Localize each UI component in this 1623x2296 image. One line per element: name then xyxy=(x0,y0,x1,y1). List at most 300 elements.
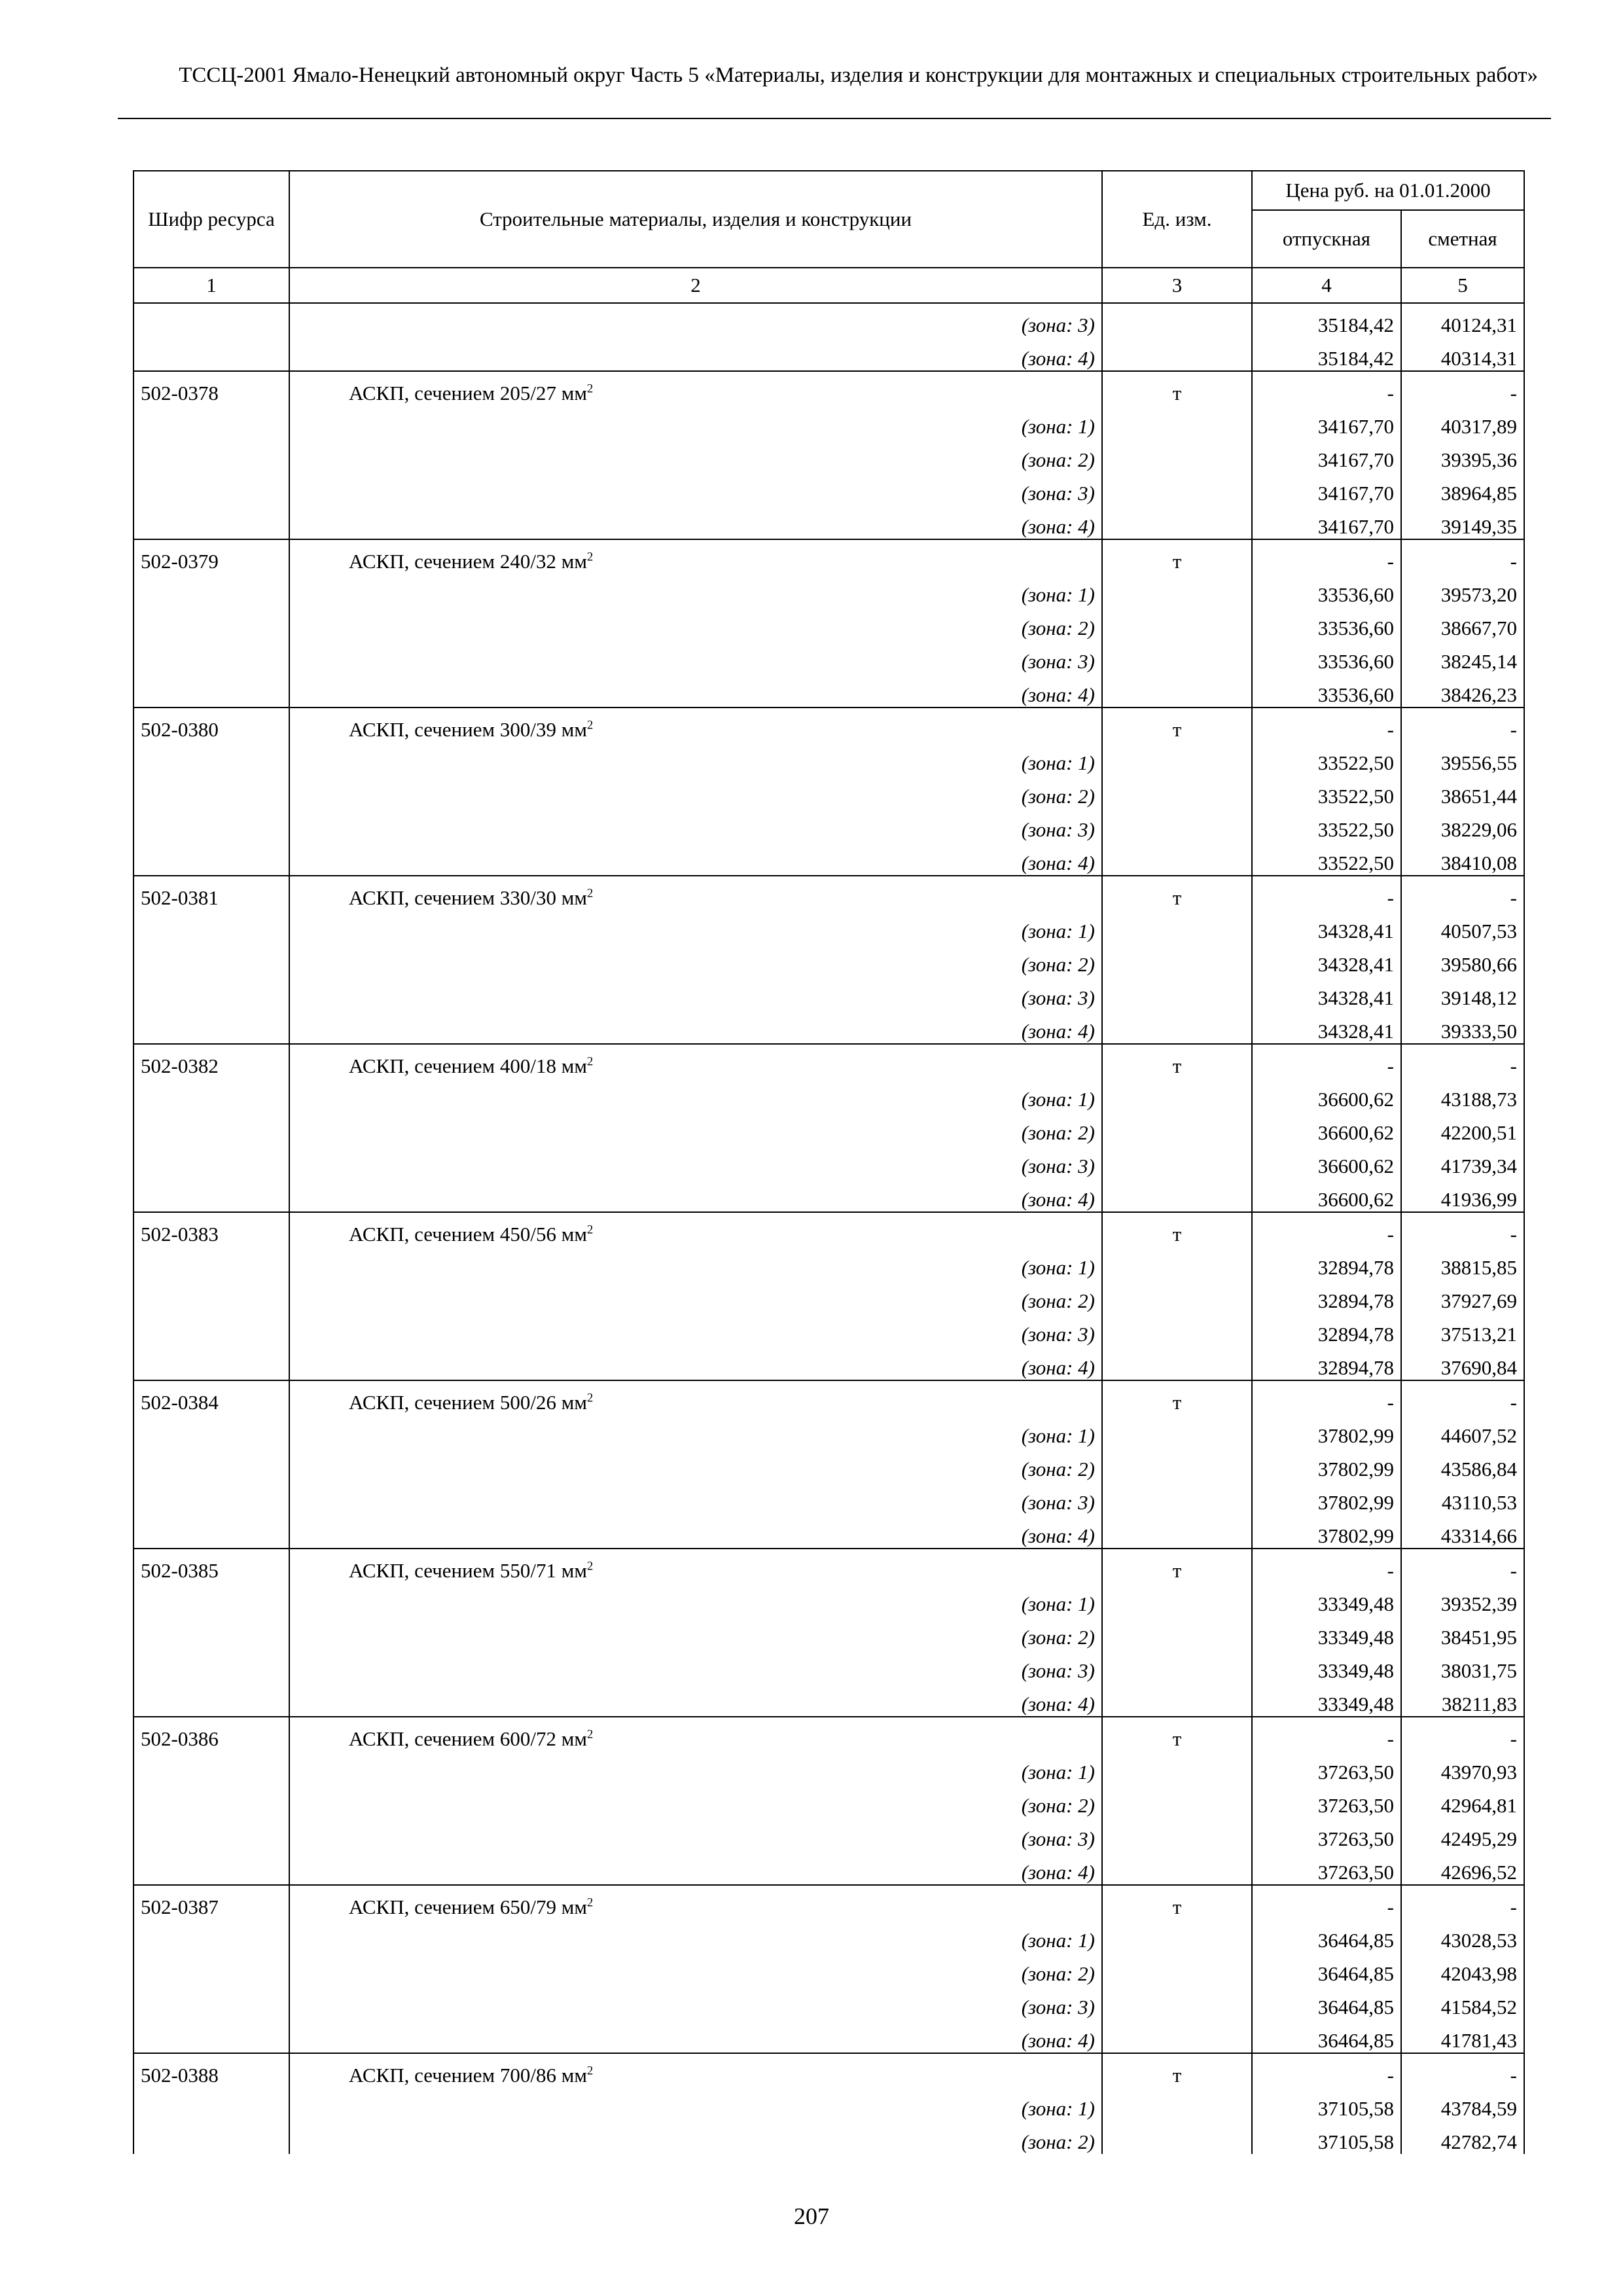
resource-code xyxy=(134,1683,289,1717)
resource-code xyxy=(134,943,289,977)
release-price: 37263,50 xyxy=(1252,1851,1401,1885)
resource-code xyxy=(134,2019,289,2053)
document-header: ТССЦ-2001 Ямало-Ненецкий автономный округ Часть 5 «Материалы, изделия и конструкции для монтажных и специальных строительных работ» xyxy=(179,63,1538,87)
table-row xyxy=(134,1784,1524,1818)
unit: т xyxy=(1102,539,1252,573)
zone-label: (зона: 4) xyxy=(289,1851,1102,1885)
resource-code xyxy=(134,977,289,1010)
release-price: 34328,41 xyxy=(1252,977,1401,1010)
resource-code xyxy=(134,337,289,371)
release-price: 34328,41 xyxy=(1252,910,1401,943)
estimate-price: 37927,69 xyxy=(1401,1280,1524,1313)
table-row xyxy=(134,1751,1524,1784)
estimate-price: 39148,12 xyxy=(1401,977,1524,1010)
estimate-price: - xyxy=(1401,1717,1524,1751)
release-price: 37802,99 xyxy=(1252,1481,1401,1515)
resource-code xyxy=(134,1313,289,1346)
table-row xyxy=(134,472,1524,505)
unit xyxy=(1102,1784,1252,1818)
header-release-price: отпускная xyxy=(1252,210,1401,268)
estimate-price: 42964,81 xyxy=(1401,1784,1524,1818)
table-row xyxy=(134,708,1524,742)
material-name: АСКП, сечением 600/72 мм xyxy=(349,1727,587,1750)
table-row xyxy=(134,1380,1524,1414)
estimate-price: - xyxy=(1401,1044,1524,1078)
unit-exponent: 2 xyxy=(586,1559,594,1573)
zone-label: (зона: 4) xyxy=(289,2019,1102,2053)
resource-code: 502-0382 xyxy=(134,1044,289,1078)
release-price: 33536,60 xyxy=(1252,573,1401,607)
release-price: 36464,85 xyxy=(1252,2019,1401,2053)
release-price: 37802,99 xyxy=(1252,1448,1401,1481)
estimate-price: 42495,29 xyxy=(1401,1818,1524,1851)
zone-label: (зона: 2) xyxy=(289,1111,1102,1145)
unit xyxy=(1102,1313,1252,1346)
table-row xyxy=(134,1010,1524,1044)
release-price: 33522,50 xyxy=(1252,842,1401,876)
release-price: 34167,70 xyxy=(1252,505,1401,539)
zone-label: (зона: 3) xyxy=(289,1145,1102,1178)
release-price: 35184,42 xyxy=(1252,337,1401,371)
resource-code xyxy=(134,910,289,943)
estimate-price: 40314,31 xyxy=(1401,337,1524,371)
unit xyxy=(1102,1818,1252,1851)
unit xyxy=(1102,640,1252,673)
unit-exponent: 2 xyxy=(586,2064,594,2078)
table-row xyxy=(134,2019,1524,2053)
material-name-cell xyxy=(289,1717,1102,1751)
zone-label: (зона: 1) xyxy=(289,573,1102,607)
release-price: 33536,60 xyxy=(1252,640,1401,673)
unit xyxy=(1102,505,1252,539)
material-name-cell xyxy=(289,708,1102,742)
resource-code: 502-0388 xyxy=(134,2053,289,2087)
zone-label: (зона: 1) xyxy=(289,405,1102,439)
resource-code xyxy=(134,505,289,539)
release-price: 37802,99 xyxy=(1252,1414,1401,1448)
table-row xyxy=(134,1178,1524,1212)
release-price: 33536,60 xyxy=(1252,607,1401,640)
release-price: - xyxy=(1252,2053,1401,2087)
estimate-price: 43970,93 xyxy=(1401,1751,1524,1784)
resource-code xyxy=(134,405,289,439)
table-row xyxy=(134,1649,1524,1683)
material-name-cell xyxy=(289,371,1102,405)
release-price: - xyxy=(1252,876,1401,910)
zone-label: (зона: 3) xyxy=(289,1986,1102,2019)
resource-code xyxy=(134,742,289,775)
resource-code xyxy=(134,1178,289,1212)
zone-label: (зона: 3) xyxy=(289,303,1102,337)
zone-label: (зона: 1) xyxy=(289,1751,1102,1784)
table-row xyxy=(134,1078,1524,1111)
header-unit: Ед. изм. xyxy=(1102,171,1252,268)
resource-code: 502-0378 xyxy=(134,371,289,405)
estimate-price: 38229,06 xyxy=(1401,808,1524,842)
header-name: Строительные материалы, изделия и конструкции xyxy=(289,171,1102,268)
material-name: АСКП, сечением 240/32 мм xyxy=(349,550,587,573)
release-price: 35184,42 xyxy=(1252,303,1401,337)
unit xyxy=(1102,1448,1252,1481)
zone-label: (зона: 3) xyxy=(289,808,1102,842)
table-row xyxy=(134,1717,1524,1751)
table-row xyxy=(134,910,1524,943)
zone-label: (зона: 3) xyxy=(289,977,1102,1010)
table-row xyxy=(134,1583,1524,1616)
estimate-price: 38031,75 xyxy=(1401,1649,1524,1683)
unit xyxy=(1102,775,1252,808)
release-price: 34328,41 xyxy=(1252,1010,1401,1044)
unit xyxy=(1102,405,1252,439)
zone-label: (зона: 3) xyxy=(289,472,1102,505)
release-price: 33536,60 xyxy=(1252,673,1401,708)
unit xyxy=(1102,1919,1252,1952)
unit xyxy=(1102,842,1252,876)
table-row xyxy=(134,1885,1524,1919)
table-row xyxy=(134,505,1524,539)
resource-code xyxy=(134,1111,289,1145)
estimate-price: 43784,59 xyxy=(1401,2087,1524,2121)
header-code: Шифр ресурса xyxy=(134,171,289,268)
table-row xyxy=(134,539,1524,573)
unit: т xyxy=(1102,876,1252,910)
unit: т xyxy=(1102,371,1252,405)
resource-code xyxy=(134,1078,289,1111)
zone-label: (зона: 4) xyxy=(289,1683,1102,1717)
zone-label: (зона: 4) xyxy=(289,842,1102,876)
material-name-cell xyxy=(289,539,1102,573)
release-price: 36600,62 xyxy=(1252,1145,1401,1178)
unit: т xyxy=(1102,2053,1252,2087)
resource-code: 502-0381 xyxy=(134,876,289,910)
release-price: - xyxy=(1252,1044,1401,1078)
unit-exponent: 2 xyxy=(586,1895,594,1910)
zone-label: (зона: 1) xyxy=(289,742,1102,775)
material-name-cell xyxy=(289,1212,1102,1246)
material-name-cell xyxy=(289,2053,1102,2087)
estimate-price: 38245,14 xyxy=(1401,640,1524,673)
resource-code: 502-0385 xyxy=(134,1549,289,1583)
estimate-price: - xyxy=(1401,539,1524,573)
table-row xyxy=(134,337,1524,371)
unit xyxy=(1102,977,1252,1010)
table-row xyxy=(134,1246,1524,1280)
table-row xyxy=(134,640,1524,673)
unit xyxy=(1102,1280,1252,1313)
zone-label: (зона: 2) xyxy=(289,1448,1102,1481)
release-price: 36464,85 xyxy=(1252,1986,1401,2019)
unit: т xyxy=(1102,1717,1252,1751)
estimate-price: 38451,95 xyxy=(1401,1616,1524,1649)
zone-label: (зона: 1) xyxy=(289,1583,1102,1616)
zone-label: (зона: 3) xyxy=(289,1818,1102,1851)
estimate-price: 37513,21 xyxy=(1401,1313,1524,1346)
release-price: 32894,78 xyxy=(1252,1246,1401,1280)
column-number: 5 xyxy=(1401,268,1524,303)
release-price: 37105,58 xyxy=(1252,2087,1401,2121)
estimate-price: 43188,73 xyxy=(1401,1078,1524,1111)
column-number: 2 xyxy=(289,268,1102,303)
unit xyxy=(1102,439,1252,472)
material-name: АСКП, сечением 650/79 мм xyxy=(349,1895,587,1918)
release-price: 33349,48 xyxy=(1252,1583,1401,1616)
release-price: 37802,99 xyxy=(1252,1515,1401,1549)
unit xyxy=(1102,1515,1252,1549)
estimate-price: - xyxy=(1401,1549,1524,1583)
table-row xyxy=(134,977,1524,1010)
resource-code xyxy=(134,1481,289,1515)
resource-code xyxy=(134,1986,289,2019)
resource-code xyxy=(134,1448,289,1481)
resource-code xyxy=(134,573,289,607)
table-row xyxy=(134,1986,1524,2019)
price-table xyxy=(133,170,1525,2154)
table-row xyxy=(134,1111,1524,1145)
unit xyxy=(1102,1178,1252,1212)
resource-code xyxy=(134,1751,289,1784)
material-name: АСКП, сечением 400/18 мм xyxy=(349,1054,587,1077)
release-price: 33522,50 xyxy=(1252,775,1401,808)
material-name: АСКП, сечением 205/27 мм xyxy=(349,382,587,404)
release-price: 34328,41 xyxy=(1252,943,1401,977)
unit xyxy=(1102,1145,1252,1178)
zone-label: (зона: 3) xyxy=(289,1313,1102,1346)
material-name-cell xyxy=(289,876,1102,910)
release-price: 33349,48 xyxy=(1252,1683,1401,1717)
estimate-price: 39352,39 xyxy=(1401,1583,1524,1616)
unit xyxy=(1102,1346,1252,1380)
table-row xyxy=(134,1346,1524,1380)
resource-code xyxy=(134,842,289,876)
zone-label: (зона: 2) xyxy=(289,1280,1102,1313)
zone-label: (зона: 2) xyxy=(289,607,1102,640)
table-row xyxy=(134,673,1524,708)
resource-code xyxy=(134,472,289,505)
estimate-price: 40317,89 xyxy=(1401,405,1524,439)
estimate-price: 42696,52 xyxy=(1401,1851,1524,1885)
table-row xyxy=(134,2053,1524,2087)
unit-exponent: 2 xyxy=(586,718,594,732)
release-price: 32894,78 xyxy=(1252,1313,1401,1346)
unit xyxy=(1102,1616,1252,1649)
resource-code xyxy=(134,673,289,708)
zone-label: (зона: 2) xyxy=(289,775,1102,808)
table-row xyxy=(134,1515,1524,1549)
table-row xyxy=(134,1952,1524,1986)
resource-code xyxy=(134,1414,289,1448)
release-price: - xyxy=(1252,1380,1401,1414)
table-row xyxy=(134,607,1524,640)
material-name: АСКП, сечением 700/86 мм xyxy=(349,2064,587,2087)
zone-label: (зона: 2) xyxy=(289,1952,1102,1986)
resource-code: 502-0386 xyxy=(134,1717,289,1751)
unit-exponent: 2 xyxy=(586,550,594,564)
estimate-price: 41936,99 xyxy=(1401,1178,1524,1212)
resource-code xyxy=(134,1649,289,1683)
page-number: 207 xyxy=(794,2203,829,2229)
zone-label: (зона: 2) xyxy=(289,439,1102,472)
estimate-price: - xyxy=(1401,2053,1524,2087)
unit-exponent: 2 xyxy=(586,886,594,901)
unit xyxy=(1102,1111,1252,1145)
resource-code xyxy=(134,1818,289,1851)
unit: т xyxy=(1102,1212,1252,1246)
zone-label: (зона: 1) xyxy=(289,1078,1102,1111)
column-number: 4 xyxy=(1252,268,1401,303)
resource-code xyxy=(134,1145,289,1178)
release-price: - xyxy=(1252,1717,1401,1751)
estimate-price: 41781,43 xyxy=(1401,2019,1524,2053)
unit xyxy=(1102,1851,1252,1885)
table-row xyxy=(134,808,1524,842)
zone-label: (зона: 2) xyxy=(289,943,1102,977)
estimate-price: 39149,35 xyxy=(1401,505,1524,539)
table-row xyxy=(134,1683,1524,1717)
unit xyxy=(1102,1583,1252,1616)
estimate-price: 40507,53 xyxy=(1401,910,1524,943)
table-row xyxy=(134,1919,1524,1952)
unit xyxy=(1102,1649,1252,1683)
table-row xyxy=(134,1313,1524,1346)
release-price: 32894,78 xyxy=(1252,1346,1401,1380)
unit xyxy=(1102,1986,1252,2019)
table-row xyxy=(134,303,1524,337)
table-row xyxy=(134,1549,1524,1583)
table-row xyxy=(134,1616,1524,1649)
resource-code xyxy=(134,1919,289,1952)
release-price: 33349,48 xyxy=(1252,1616,1401,1649)
unit xyxy=(1102,910,1252,943)
unit xyxy=(1102,943,1252,977)
unit xyxy=(1102,573,1252,607)
release-price: 33522,50 xyxy=(1252,808,1401,842)
release-price: 33522,50 xyxy=(1252,742,1401,775)
table-row xyxy=(134,842,1524,876)
zone-label: (зона: 3) xyxy=(289,1649,1102,1683)
material-name: АСКП, сечением 450/56 мм xyxy=(349,1223,587,1246)
unit xyxy=(1102,472,1252,505)
release-price: - xyxy=(1252,371,1401,405)
resource-code xyxy=(134,1851,289,1885)
material-name-cell xyxy=(289,1380,1102,1414)
resource-code xyxy=(134,1583,289,1616)
table-row xyxy=(134,1280,1524,1313)
resource-code: 502-0383 xyxy=(134,1212,289,1246)
unit: т xyxy=(1102,708,1252,742)
release-price: 36600,62 xyxy=(1252,1078,1401,1111)
table-body xyxy=(134,303,1524,2154)
release-price: 37263,50 xyxy=(1252,1751,1401,1784)
unit xyxy=(1102,673,1252,708)
table-row xyxy=(134,1818,1524,1851)
zone-label: (зона: 3) xyxy=(289,1481,1102,1515)
material-name-cell xyxy=(289,1044,1102,1078)
estimate-price: 37690,84 xyxy=(1401,1346,1524,1380)
release-price: 33349,48 xyxy=(1252,1649,1401,1683)
release-price: 34167,70 xyxy=(1252,405,1401,439)
table-row xyxy=(134,1448,1524,1481)
resource-code xyxy=(134,808,289,842)
estimate-price: 39556,55 xyxy=(1401,742,1524,775)
estimate-price: 42782,74 xyxy=(1401,2121,1524,2154)
unit xyxy=(1102,607,1252,640)
zone-label: (зона: 4) xyxy=(289,505,1102,539)
table-row xyxy=(134,1851,1524,1885)
column-number: 1 xyxy=(134,268,289,303)
estimate-price: 39333,50 xyxy=(1401,1010,1524,1044)
zone-label: (зона: 4) xyxy=(289,337,1102,371)
material-name: АСКП, сечением 330/30 мм xyxy=(349,886,587,909)
unit xyxy=(1102,1683,1252,1717)
estimate-price: - xyxy=(1401,1885,1524,1919)
estimate-price: 41584,52 xyxy=(1401,1986,1524,2019)
material-name: АСКП, сечением 550/71 мм xyxy=(349,1559,587,1582)
release-price: 34167,70 xyxy=(1252,439,1401,472)
estimate-price: - xyxy=(1401,1380,1524,1414)
release-price: 36600,62 xyxy=(1252,1178,1401,1212)
unit-exponent: 2 xyxy=(586,382,594,396)
estimate-price: 38651,44 xyxy=(1401,775,1524,808)
estimate-price: 42200,51 xyxy=(1401,1111,1524,1145)
estimate-price: 43314,66 xyxy=(1401,1515,1524,1549)
unit-exponent: 2 xyxy=(586,1054,594,1069)
unit xyxy=(1102,1078,1252,1111)
unit-exponent: 2 xyxy=(586,1391,594,1405)
release-price: - xyxy=(1252,708,1401,742)
table-row xyxy=(134,2087,1524,2121)
release-price: - xyxy=(1252,539,1401,573)
resource-code xyxy=(134,607,289,640)
release-price: 37105,58 xyxy=(1252,2121,1401,2154)
estimate-price: 39580,66 xyxy=(1401,943,1524,977)
zone-label: (зона: 4) xyxy=(289,1346,1102,1380)
estimate-price: 43028,53 xyxy=(1401,1919,1524,1952)
table-row xyxy=(134,775,1524,808)
unit xyxy=(1102,1010,1252,1044)
table-row xyxy=(134,1044,1524,1078)
table-row xyxy=(134,2121,1524,2154)
resource-code: 502-0380 xyxy=(134,708,289,742)
release-price: 32894,78 xyxy=(1252,1280,1401,1313)
unit: т xyxy=(1102,1044,1252,1078)
resource-code xyxy=(134,1280,289,1313)
release-price: - xyxy=(1252,1549,1401,1583)
table-row xyxy=(134,371,1524,405)
estimate-price: 38410,08 xyxy=(1401,842,1524,876)
unit xyxy=(1102,337,1252,371)
estimate-price: 43586,84 xyxy=(1401,1448,1524,1481)
release-price: 37263,50 xyxy=(1252,1784,1401,1818)
estimate-price: 44607,52 xyxy=(1401,1414,1524,1448)
release-price: 36464,85 xyxy=(1252,1919,1401,1952)
resource-code xyxy=(134,1515,289,1549)
material-name: АСКП, сечением 300/39 мм xyxy=(349,718,587,741)
zone-label: (зона: 1) xyxy=(289,1919,1102,1952)
estimate-price: 43110,53 xyxy=(1401,1481,1524,1515)
unit xyxy=(1102,1414,1252,1448)
estimate-price: 38815,85 xyxy=(1401,1246,1524,1280)
material-name-cell xyxy=(289,1549,1102,1583)
unit xyxy=(1102,1246,1252,1280)
table-row xyxy=(134,1145,1524,1178)
unit: т xyxy=(1102,1549,1252,1583)
estimate-price: 39395,36 xyxy=(1401,439,1524,472)
release-price: 34167,70 xyxy=(1252,472,1401,505)
release-price: - xyxy=(1252,1212,1401,1246)
column-number: 3 xyxy=(1102,268,1252,303)
resource-code: 502-0384 xyxy=(134,1380,289,1414)
resource-code xyxy=(134,1246,289,1280)
